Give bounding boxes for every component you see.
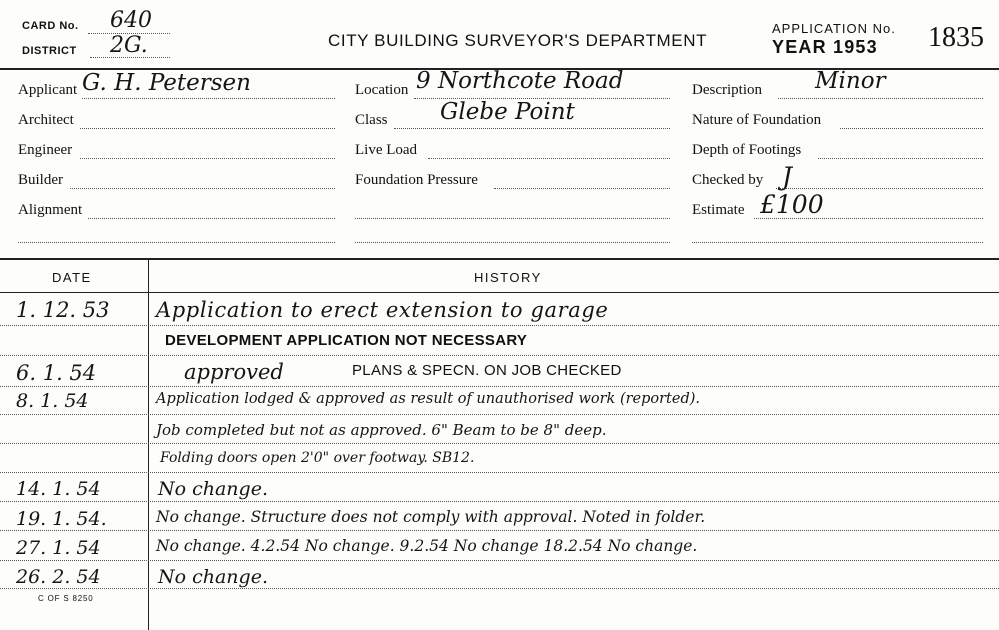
date-header: DATE [52, 270, 92, 285]
description-value: Minor [815, 68, 886, 94]
history-entry: Application to erect extension to garage [156, 298, 609, 322]
alignment-label: Alignment [18, 202, 83, 218]
location-label: Location [355, 82, 409, 98]
history-entry: No change. Structure does not comply with approval. Noted in folder. [156, 508, 706, 526]
history-entry: No change. [158, 566, 268, 588]
history-date: 6. 1. 54 [16, 361, 97, 385]
applicant-label: Applicant [18, 82, 78, 98]
row-rule [0, 443, 999, 444]
table-header-rule [0, 292, 999, 293]
builder-line [70, 188, 335, 189]
builder-label: Builder [18, 172, 63, 188]
applicant-line [82, 98, 335, 99]
row-rule [0, 386, 999, 387]
description-label: Description [692, 82, 762, 98]
nature-foundation-line [840, 128, 983, 129]
history-entry: approved [184, 360, 284, 384]
history-date: 26. 2. 54 [16, 566, 101, 588]
history-stamp: PLANS & SPECN. ON JOB CHECKED [352, 362, 622, 379]
row-rule [0, 530, 999, 531]
estimate-label: Estimate [692, 202, 745, 218]
card-no-label: CARD No. [22, 20, 79, 32]
department-title: CITY BUILDING SURVEYOR'S DEPARTMENT [328, 31, 708, 50]
row-rule [0, 501, 999, 502]
history-entry: No change. [158, 478, 268, 500]
row-rule [0, 560, 999, 561]
depth-footings-label: Depth of Footings [692, 142, 802, 158]
row-rule [0, 472, 999, 473]
checked-by-label: Checked by [692, 172, 764, 188]
history-entry: No change. 4.2.54 No change. 9.2.54 No change 18.2.54 No change. [156, 537, 698, 555]
form-code: C OF S 8250 [38, 594, 94, 603]
row-rule [0, 355, 999, 356]
blank-line-left [18, 242, 335, 243]
year-label: YEAR 1953 [772, 37, 878, 57]
history-date: 8. 1. 54 [16, 390, 89, 412]
engineer-line [80, 158, 335, 159]
history-entry: Job completed but not as approved. 6" Beam to be 8" deep. [156, 421, 607, 439]
live-load-line [428, 158, 670, 159]
history-stamp: DEVELOPMENT APPLICATION NOT NECESSARY [165, 332, 528, 349]
table-top-rule [0, 258, 999, 260]
engineer-label: Engineer [18, 142, 73, 158]
foundation-pressure-label: Foundation Pressure [355, 172, 478, 188]
nature-foundation-label: Nature of Foundation [692, 112, 822, 128]
estimate-value: £100 [760, 190, 824, 219]
row-rule [0, 325, 999, 326]
checked-by-value: J [782, 162, 793, 191]
blank-line-right [692, 242, 983, 243]
applicant-value: G. H. Petersen [82, 70, 251, 96]
history-date: 14. 1. 54 [16, 478, 101, 500]
live-load-label: Live Load [355, 142, 418, 158]
history-date: 19. 1. 54. [16, 508, 107, 530]
depth-footings-line [818, 158, 983, 159]
class-value: Glebe Point [440, 99, 575, 125]
history-entry: Folding doors open 2'0" over footway. SB12. [160, 450, 475, 466]
card-no-value: 640 [110, 8, 152, 33]
class-label: Class [355, 112, 388, 128]
checked-by-line [776, 188, 983, 189]
history-date: 27. 1. 54 [16, 537, 101, 559]
district-value: 2G. [110, 33, 148, 58]
row-rule [0, 414, 999, 415]
date-column-divider [148, 259, 149, 630]
application-no-value: 1835 [928, 22, 984, 53]
alignment-line [88, 218, 335, 219]
blank-line-mid-1 [355, 218, 670, 219]
architect-line [80, 128, 335, 129]
class-line [394, 128, 670, 129]
history-entry: Application lodged & approved as result of unauthorised work (reported). [156, 391, 701, 407]
location-value: 9 Northcote Road [416, 68, 624, 94]
architect-label: Architect [18, 112, 74, 128]
foundation-pressure-line [494, 188, 670, 189]
application-no-label: APPLICATION No. [772, 21, 896, 36]
district-label: DISTRICT [22, 45, 77, 57]
history-date: 1. 12. 53 [16, 298, 110, 322]
blank-line-mid-2 [355, 242, 670, 243]
description-line [778, 98, 983, 99]
row-rule [0, 588, 999, 589]
history-header: HISTORY [474, 270, 542, 285]
